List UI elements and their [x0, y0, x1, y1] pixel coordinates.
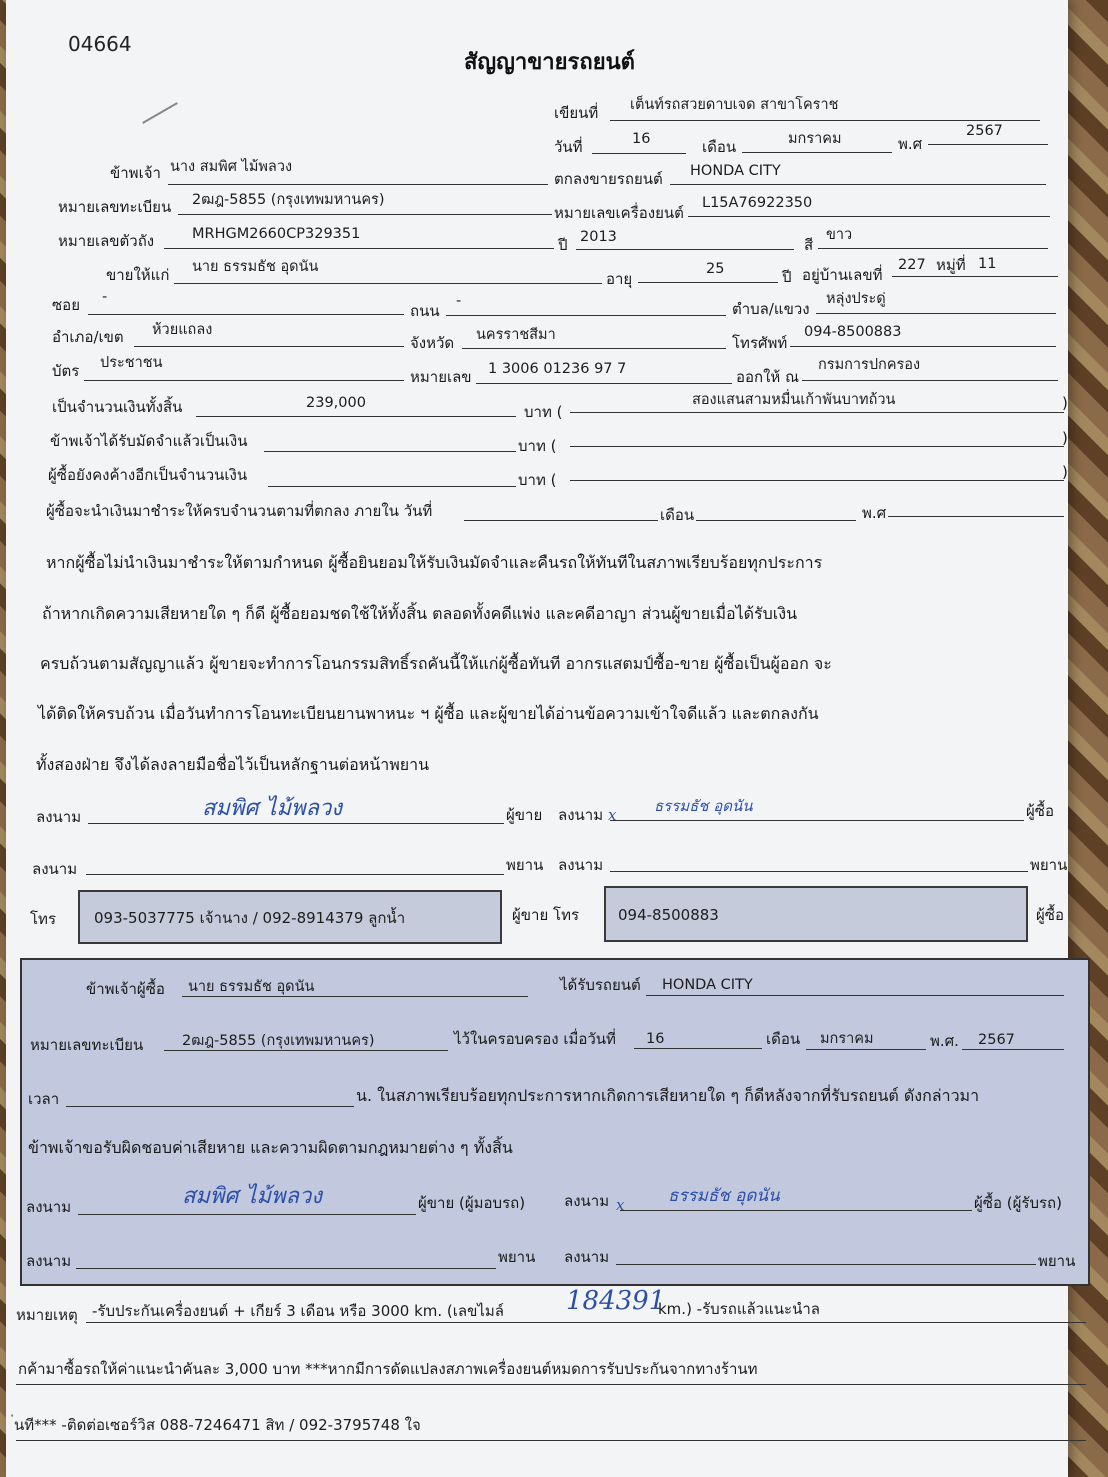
age-value: 25: [706, 261, 725, 277]
agree-label: ตกลงขายรถยนต์: [554, 170, 663, 188]
seller-phone-value: 093-5037775 เจ้านาง / 092-8914379 ลูกน้ำ: [94, 909, 406, 927]
sign-label-3: ลงนาม: [32, 860, 78, 878]
receipt-seller-role: ผู้ขาย (ผู้มอบรถ): [418, 1194, 526, 1212]
card-value: ประชาชน: [100, 355, 163, 371]
receipt-plate-label: หมายเลขทะเบียน: [30, 1036, 144, 1054]
line: [66, 1106, 354, 1107]
year-model-value: 2013: [580, 229, 617, 245]
buyer-phone-box: [604, 886, 1028, 942]
card-no-value: 1 3006 01236 97 7: [488, 361, 627, 377]
card-label: บัตร: [52, 362, 80, 380]
notes-line-1a: -รับประกันเครื่องยนต์ + เกียร์ 3 เดือน หรือ 3000 km. (เลขไมล์: [92, 1302, 504, 1320]
receipt-seller-signature: สมพิศ ไม้พลวง: [182, 1184, 323, 1209]
soi-label: ซอย: [52, 296, 80, 314]
due-label: ผู้ซื้อจะนำเงินมาชำระให้ครบจำนวนตามที่ตกลง ภายใน วันที่: [46, 502, 433, 520]
chassis-value: MRHGM2660CP329351: [192, 226, 361, 242]
notes-line-3: ่นที*** -ติดต่อเซอร์วิส 088-7246471 สิท / 092-3795748 ใจ: [14, 1416, 421, 1434]
road-label: ถนน: [410, 302, 440, 320]
paren-close: ): [1062, 394, 1068, 412]
day-value: 16: [632, 131, 651, 147]
remain-label: ผู้ซื้อยังคงค้างอีกเป็นจำนวนเงิน: [48, 466, 248, 484]
line: [174, 283, 602, 284]
receipt-sign-label-3: ลงนาม: [26, 1252, 72, 1270]
terms-line-3: ครบถ้วนตามสัญญาแล้ว ผู้ขายจะทำการโอนกรรมสิทธิ์รถคันนี้ให้แก่ผู้ซื้อทันที อากรแสตมป์ซื้อ-ขาย ผู้ซื้อเป็นผู้ออก จะ: [40, 654, 832, 673]
line: [570, 446, 1064, 447]
terms-line-1: หากผู้ซื้อไม่นำเงินมาชำระให้ตามกำหนด ผู้ซื้อยินยอมให้รับเงินมัดจำและคืนรถให้ทันทีในสภาพเรียบร้อยทุกประการ: [46, 553, 823, 572]
x-mark: x: [608, 806, 617, 824]
notes-line-1b: km.) -รับรถแล้วแนะนำล: [658, 1300, 820, 1318]
terms-line-4: ได้ติดให้ครบถ้วน เมื่อวันทำการโอนทะเบียนยานพาหนะ ฯ ผู้ซื้อ และผู้ขายได้อ่านข้อความเข้าใจดีแล้ว และตกลงกัน: [38, 704, 819, 723]
seller-name: นาง สมพิศ ไม้พลวง: [170, 159, 293, 175]
received-model: HONDA CITY: [662, 977, 753, 993]
receipt-year: 2567: [978, 1032, 1015, 1048]
receipt-witness-1: พยาน: [498, 1248, 536, 1266]
seller-phone-box: [78, 890, 502, 944]
province-label: จังหวัด: [410, 334, 455, 352]
age-unit: ปี: [782, 268, 792, 286]
line: [742, 152, 892, 153]
line: [790, 346, 1056, 347]
line: [86, 874, 504, 875]
line: [610, 820, 1024, 821]
receipt-line-2: ข้าพเจ้าขอรับผิดชอบค่าเสียหาย และความผิดตามกฎหมายต่าง ๆ ทั้งสิ้น: [28, 1138, 513, 1157]
district-value: ห้วยแถลง: [152, 322, 213, 338]
month-label: เดือน: [702, 138, 737, 156]
sell-to-label: ขายให้แก่: [106, 266, 170, 284]
line: [462, 348, 726, 349]
seller-role-1: ผู้ขาย: [506, 806, 543, 824]
receipt-buyer-signature: ธรรมธัช อุดนัน: [668, 1186, 780, 1206]
terms-line-2: ถ้าหากเกิดความเสียหายใด ๆ ก็ดี ผู้ซื้อยอมชดใช้ให้ทั้งสิ้น ตลอดทั้งคดีแพ่ง และคดีอาญา ส่วนผู้ขายเมื่อได้รับเงิน: [42, 604, 798, 623]
line: [638, 282, 778, 283]
line: [16, 1384, 1086, 1385]
mileage-value: 184391: [566, 1286, 666, 1316]
phone-label-main: โทร: [30, 910, 57, 928]
written-at-value: เต็นท์รถสวยดาบเจด สาขาโคราช: [630, 97, 839, 113]
color-value: ขาว: [826, 227, 853, 243]
house-value: 227: [898, 257, 926, 273]
line: [646, 995, 1064, 996]
receipt-buyer-label: ข้าพเจ้าผู้ซื้อ: [86, 980, 165, 998]
witness-role-2: พยาน: [1030, 856, 1068, 874]
witness-role-1: พยาน: [506, 856, 544, 874]
chassis-label: หมายเลขตัวถัง: [58, 232, 155, 250]
engine-label: หมายเลขเครื่องยนต์: [554, 204, 684, 222]
receipt-line-1: น. ในสภาพเรียบร้อยทุกประการหากเกิดการเสียหายใด ๆ ก็ดีหลังจากที่รับรถยนต์ ดังกล่าวมา: [356, 1086, 980, 1105]
vehicle-model: HONDA CITY: [690, 163, 781, 179]
buyer-signature: ธรรมธัช อุดนัน: [654, 797, 753, 815]
line: [164, 248, 554, 249]
written-at-label: เขียนที่: [554, 104, 599, 122]
sign-label-4: ลงนาม: [558, 856, 604, 874]
moo-label: หมู่ที่: [936, 256, 966, 274]
seller-signature: สมพิศ ไม้พลวง: [202, 796, 343, 821]
contract-title: สัญญาขายรถยนต์: [464, 50, 635, 75]
road-value: -: [456, 293, 462, 309]
issued-value: กรมการปกครอง: [818, 357, 921, 373]
line: [888, 516, 1064, 517]
contract-paper: [6, 0, 1076, 1477]
line: [620, 1210, 972, 1211]
receipt-plate: 2ฒฎ-5855 (กรุงเทพมหานคร): [182, 1033, 375, 1049]
notes-label: หมายเหตุ: [16, 1306, 78, 1324]
plate-label: หมายเลขทะเบียน: [58, 198, 172, 216]
district-label: อำเภอ/เขต: [52, 328, 124, 346]
due-year-label: พ.ศ: [862, 504, 887, 522]
receipt-witness-2: พยาน: [1038, 1252, 1076, 1270]
receipt-month: มกราคม: [820, 1031, 874, 1047]
phone-label: โทรศัพท์: [732, 334, 788, 352]
paren-close-2: ): [1062, 429, 1068, 447]
paren-close-3: ): [1062, 463, 1068, 481]
line: [570, 412, 1064, 413]
line: [78, 1214, 416, 1215]
total-label: เป็นจำนวนเงินทั้งสิ้น: [52, 398, 183, 416]
possession-label: ไว้ในครอบครอง เมื่อวันที่: [454, 1030, 616, 1048]
province-value: นครราชสีมา: [476, 327, 556, 343]
pen-mark: [142, 102, 178, 124]
notes-line-2: กค้ามาซื้อรถให้ค่าแนะนำคันละ 3,000 บาท ***หากมีการดัดแปลงสภาพเครื่องยนต์หมดการรับประกันจากทางร้านท: [18, 1360, 758, 1378]
line: [688, 216, 1050, 217]
year-value: 2567: [966, 123, 1003, 139]
subdistrict-label: ตำบล/แขวง: [732, 300, 810, 318]
line: [164, 1050, 448, 1051]
line: [616, 1264, 1036, 1265]
line: [178, 214, 552, 215]
total-value: 239,000: [306, 395, 366, 411]
line: [76, 1268, 496, 1269]
line: [196, 416, 516, 417]
line: [88, 314, 404, 315]
line: [264, 451, 516, 452]
receipt-buyer-name: นาย ธรรมธัช อุดนัน: [188, 979, 315, 995]
subdistrict-value: หลุ่งประดู่: [826, 291, 886, 307]
line: [634, 1048, 762, 1049]
buyer-role-1: ผู้ซื้อ: [1026, 802, 1054, 820]
year-label: พ.ศ: [898, 135, 923, 153]
seller-phone-role: ผู้ขาย โทร: [512, 906, 580, 924]
receipt-sign-label-1: ลงนาม: [26, 1198, 72, 1216]
issued-label: ออกให้ ณ: [736, 368, 799, 386]
buyer-phone-value: 094-8500883: [618, 906, 719, 924]
age-label: อายุ: [606, 270, 633, 288]
line: [86, 1322, 1086, 1323]
receipt-year-label: พ.ศ.: [930, 1032, 959, 1050]
receipt-month-label: เดือน: [766, 1030, 801, 1048]
receipt-sign-label-2: ลงนาม: [564, 1192, 610, 1210]
sign-label-2: ลงนาม: [558, 806, 604, 824]
line: [802, 380, 1058, 381]
received-label: ได้รับรถยนต์: [560, 976, 641, 994]
line: [576, 249, 794, 250]
phone-value: 094-8500883: [804, 324, 902, 340]
total-words: สองแสนสามหมื่นเก้าพันบาทถ้วน: [692, 392, 896, 408]
seller-label: ข้าพเจ้า: [110, 164, 161, 182]
buyer-name: นาย ธรรมธัช อุดนัน: [192, 259, 319, 275]
line: [134, 346, 404, 347]
line: [610, 871, 1028, 872]
deposit-label: ข้าพเจ้าได้รับมัดจำแล้วเป็นเงิน: [50, 432, 248, 450]
receipt-box: [20, 958, 1090, 1286]
plate-value: 2ฒฎ-5855 (กรุงเทพมหานคร): [192, 192, 385, 208]
line: [816, 313, 1056, 314]
line: [476, 383, 732, 384]
line: [182, 996, 528, 997]
house-label: อยู่บ้านเลขที่: [802, 266, 883, 284]
baht-label-3: บาท (: [518, 471, 557, 489]
moo-value: 11: [978, 256, 997, 272]
line: [464, 520, 658, 521]
terms-line-5: ทั้งสองฝ่าย จึงได้ลงลายมือชื่อไว้เป็นหลักฐานต่อหน้าพยาน: [36, 755, 430, 774]
line: [696, 520, 856, 521]
line: [446, 315, 726, 316]
receipt-x-mark: x: [616, 1196, 625, 1214]
soi-value: -: [102, 289, 108, 305]
engine-value: L15A76922350: [702, 195, 813, 211]
due-month-label: เดือน: [660, 506, 695, 524]
line: [928, 144, 1048, 145]
line: [592, 153, 686, 154]
line: [168, 184, 548, 185]
receipt-day: 16: [646, 1031, 665, 1047]
document-number: 04664: [68, 32, 132, 56]
baht-label: บาท (: [524, 403, 563, 421]
line: [84, 380, 404, 381]
receipt-buyer-role: ผู้ซื้อ (ผู้รับรถ): [974, 1194, 1062, 1212]
date-label: วันที่: [554, 138, 583, 156]
line: [570, 480, 1064, 481]
card-no-label: หมายเลข: [410, 368, 472, 386]
line: [268, 486, 516, 487]
month-value: มกราคม: [788, 131, 842, 147]
year-model-label: ปี: [558, 236, 568, 254]
line: [16, 1440, 1086, 1441]
buyer-phone-role: ผู้ซื้อ: [1036, 906, 1064, 924]
receipt-sign-label-4: ลงนาม: [564, 1248, 610, 1266]
color-label: สี: [804, 236, 814, 254]
line: [962, 1049, 1064, 1050]
line: [818, 248, 1048, 249]
line: [892, 276, 1058, 277]
baht-label-2: บาท (: [518, 437, 557, 455]
line: [806, 1049, 926, 1050]
sign-label-1: ลงนาม: [36, 808, 82, 826]
line: [670, 184, 1046, 185]
time-label: เวลา: [28, 1090, 60, 1108]
line: [610, 120, 1040, 121]
